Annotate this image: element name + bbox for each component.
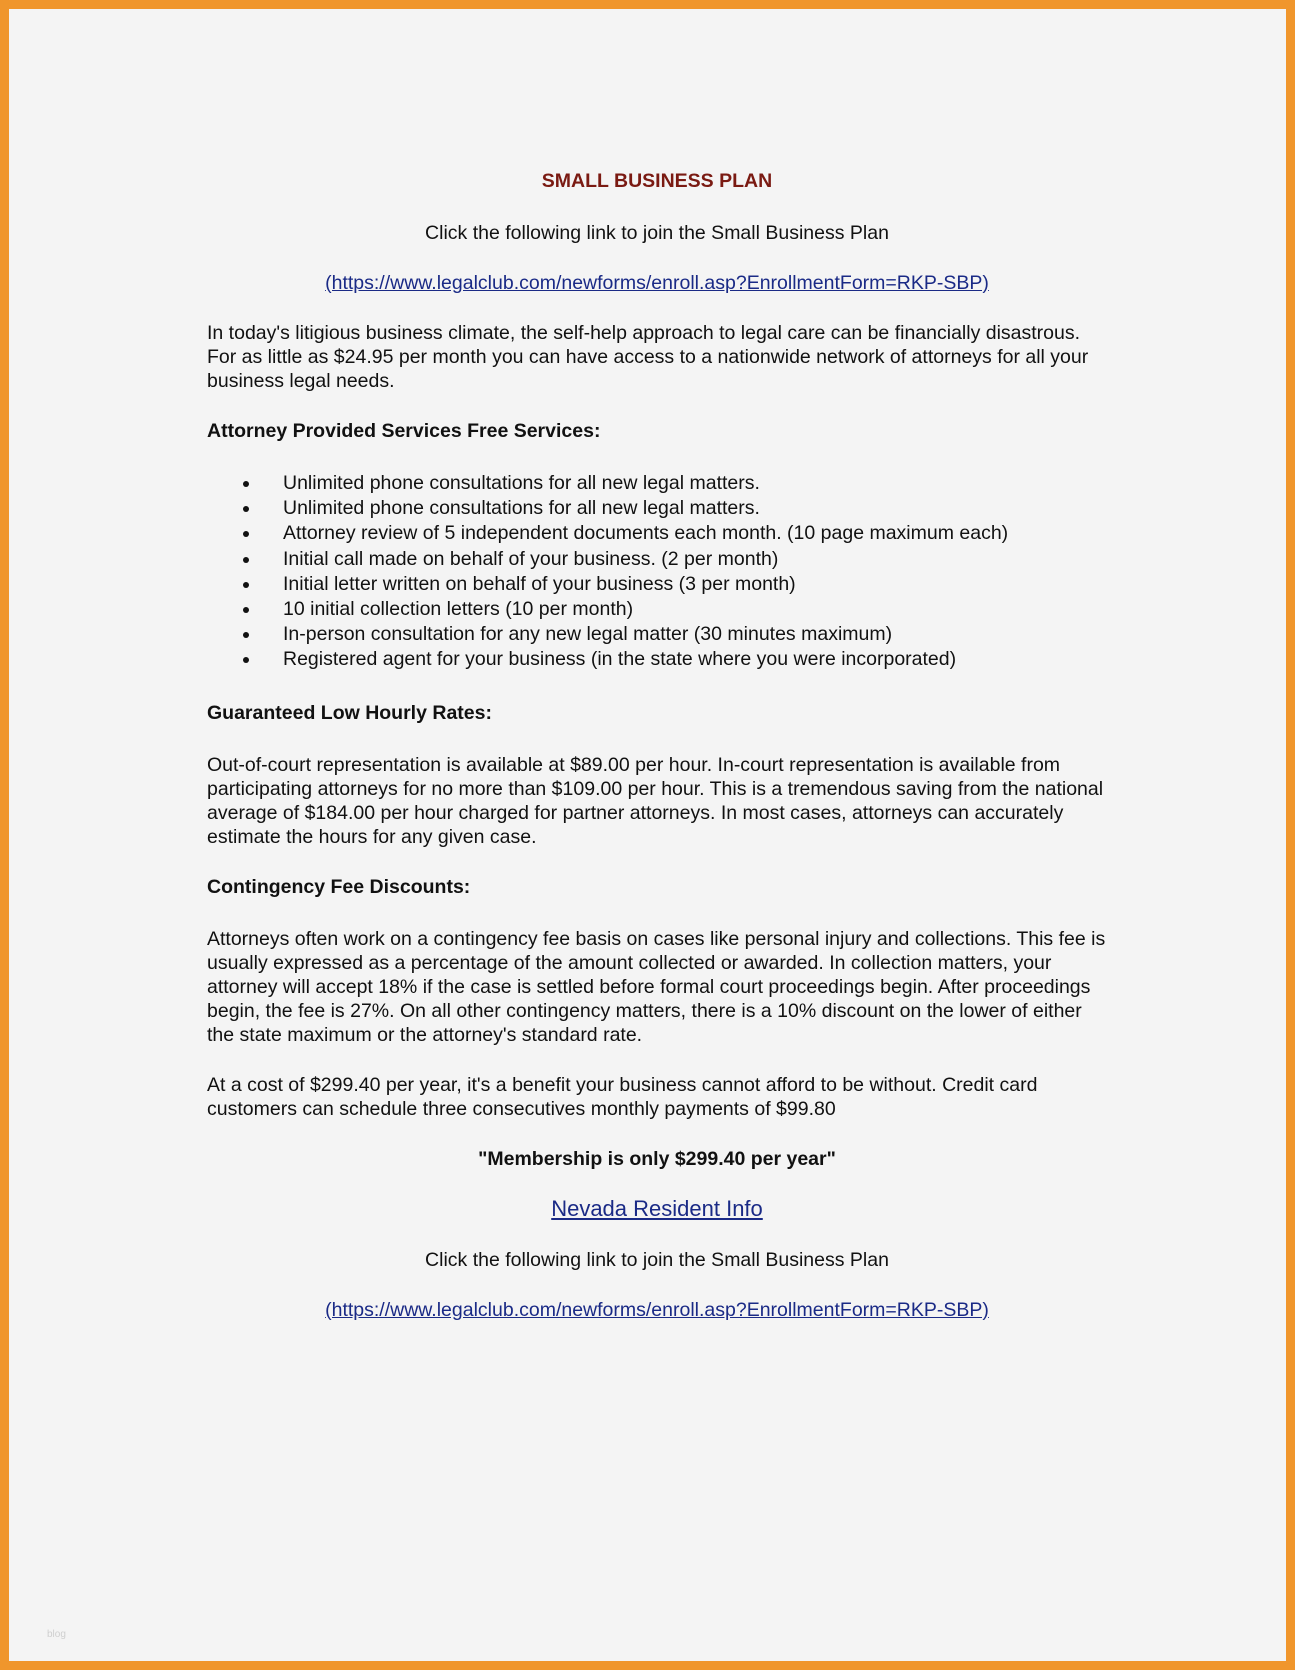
enroll-link-bottom[interactable]: (https://www.legalclub.com/newforms/enroll.asp?EnrollmentForm=RKP-SBP) [325,1298,989,1321]
join-prompt-bottom: Click the following link to join the Small Business Plan [425,1248,889,1271]
watermark: blog [47,1629,66,1640]
list-item [243,521,1107,546]
rates-heading: Guaranteed Low Hourly Rates: [207,701,492,724]
enroll-link[interactable]: (https://www.legalclub.com/newforms/enroll.asp?EnrollmentForm=RKP-SBP) [325,272,989,294]
service-text: Initial call made on behalf of your business. (2 per month) [283,547,779,570]
intro-paragraph: In today's litigious business climate, the self-help approach to legal care can be financially disastrous. For as little as $24.95 per month you can have access to a nationwide network of attorneys for all your business legal needs. [207,322,1089,392]
bullet-icon [243,582,249,588]
contingency-paragraph: Attorneys often work on a contingency fee basis on cases like personal injury and collections. This fee is usually expressed as a percentage of the amount collected or awarded. In collection matters, your attorney will accept 18% if the case is settled before formal court proceedings begin. After proceedings begin, the fee is 27%. On all other contingency matters, there is a 10% discount on the lower of either the state maximum or the attorney's standard rate. [207,927,1106,1046]
services-heading: Attorney Provided Services Free Services: [207,420,601,442]
list-item [243,647,1107,672]
service-text: Registered agent for your business (in the state where you were incorporated) [283,648,957,671]
service-text: Unlimited phone consultations for all new legal matters. [283,472,760,494]
services-list [207,471,1107,673]
membership-callout: "Membership is only $299.40 per year" [478,1147,836,1170]
bullet-icon [243,481,249,487]
list-item [243,572,1107,597]
bullet-icon [243,632,249,638]
contingency-heading: Contingency Fee Discounts: [207,875,471,898]
list-item [243,622,1107,647]
nevada-resident-link[interactable]: Nevada Resident Info [551,1195,763,1221]
bullet-icon [243,607,249,613]
service-text: Attorney review of 5 independent documents each month. (10 page maximum each) [283,522,1009,545]
bullet-icon [243,506,249,512]
rates-paragraph: Out-of-court representation is available at $89.00 per hour. In-court representation is available from participating attorneys for no more than $109.00 per hour. This is a tremendous saving from the national average of $184.00 per hour charged for partner attorneys. In most cases, attorneys can accurately estimate the hours for any given case. [207,753,1104,848]
list-item [243,496,1107,521]
list-item [243,597,1107,622]
bullet-icon [243,531,249,537]
bullet-icon [243,657,249,663]
service-text: 10 initial collection letters (10 per month) [283,598,634,621]
list-item [243,471,1107,496]
document-page [207,159,1107,1322]
cost-paragraph: At a cost of $299.40 per year, it's a benefit your business cannot afford to be without. Credit card customers can schedule three consecutives monthly payments of $99.80 [207,1073,1038,1120]
service-text: Initial letter written on behalf of your business (3 per month) [283,572,796,595]
document-title: SMALL BUSINESS PLAN [541,170,773,192]
join-prompt: Click the following link to join the Small Business Plan [425,222,889,244]
bullet-icon [243,557,249,563]
list-item [243,547,1107,572]
service-text: In-person consultation for any new legal matter (30 minutes maximum) [283,623,893,646]
service-text: Unlimited phone consultations for all new legal matters. [283,497,760,520]
